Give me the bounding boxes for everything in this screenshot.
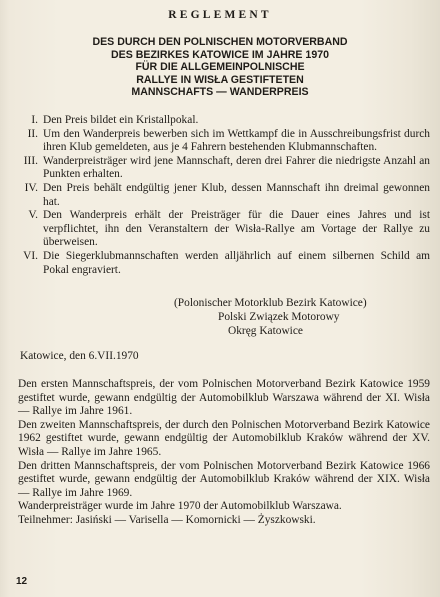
rule-text: Wanderpreisträger wird jene Mannschaft, deren drei Fahrer die niedrigste Anzahl an Punkten erhalten. [43, 154, 430, 181]
page-number: 12 [16, 576, 28, 587]
results-paragraph: Den zweiten Mannschaftspreis, der durch den Polnischen Motorverband Bezirk Katowice 1962 gestiftet wurde, gewann endgültig der Automobilklub Kraków während der XV. Wisła — Rallye im Jahre 1965. [18, 418, 430, 458]
results-paragraph: Wanderpreisträger wurde im Jahre 1970 der Automobilklub Warszawa. [18, 500, 342, 513]
rules-list [16, 114, 430, 277]
results-paragraph: Den dritten Mannschaftspreis, der vom Polnischen Motorverband Bezirk Katowice 1966 gestiftet wurde, gewann endgültig der Automobilklub Kraków während der XIX. Wisła — Rallye im Jahre 1969. [18, 459, 430, 499]
signature-block [168, 296, 430, 338]
rule-item [16, 128, 430, 155]
heading-line: DES BEZIRKES KATOWICE IM JAHRE 1970 [111, 48, 329, 61]
rule-number: II. [27, 127, 38, 140]
results-paragraph: Den ersten Mannschaftspreis, der vom Polnischen Motorverband Bezirk Katowice 1959 gestiftet wurde, gewann endgültig der Automobilklub Warszawa während der XI. Wisła — Rallye im Jahre 1961. [18, 378, 430, 418]
rule-number: IV. [24, 181, 38, 194]
rule-text: Den Wanderpreis erhält der Preisträger für die Dauer eines Jahres und ist verpflichtet, ihn den Veranstaltern der Wisła-Rallye am Vortage der Rallye zu überweisen. [43, 209, 430, 249]
signature-line: Polski Związek Motorowy [218, 311, 340, 323]
rule-item [16, 182, 430, 209]
heading-line: DES DURCH DEN POLNISCHEN MOTORVERBAND [92, 36, 348, 48]
document-title: REGLEMENT [168, 9, 272, 21]
rule-text: Um den Wanderpreis bewerben sich im Wettkampf die in Ausschreibungsfrist durch ihren Klub gemeldeten, aus je 4 Fahrern bestehenden Klubmannschaften. [43, 127, 430, 154]
signature-line: (Polonischer Motorklub Bezirk Katowice) [174, 297, 367, 309]
place-date-line: Katowice, den 6.VII.1970 [20, 350, 139, 362]
heading-line: RALLYE IN WISŁA GESTIFTETEN [136, 73, 304, 86]
rule-text: Den Preis behält endgültig jener Klub, dessen Mannschaft ihn dreimal gewonnen hat. [43, 181, 430, 208]
rule-text: Die Siegerklubmannschaften werden alljährlich auf einem silbernen Schild am Pokal engraviert. [43, 249, 430, 276]
document-heading [40, 36, 400, 99]
rule-number: III. [23, 154, 38, 167]
rule-text: Den Preis bildet ein Kristallpokal. [43, 114, 199, 126]
results-section [18, 378, 430, 528]
heading-line: MANNSCHAFTS — WANDERPREIS [131, 86, 309, 99]
rule-item [16, 155, 430, 182]
rule-number: V. [28, 209, 38, 222]
rule-number: VI. [23, 249, 38, 262]
heading-line: FÜR DIE ALLGEMEINPOLNISCHE [135, 61, 305, 74]
rule-item [16, 114, 430, 128]
rule-item [16, 250, 430, 277]
rule-number: I. [31, 114, 38, 126]
participants-line: Teilnehmer: Jasiński — Varisella — Komornicki — Żyszkowski. [18, 513, 316, 526]
rule-item [16, 209, 430, 250]
signature-line: Okręg Katowice [228, 325, 303, 337]
